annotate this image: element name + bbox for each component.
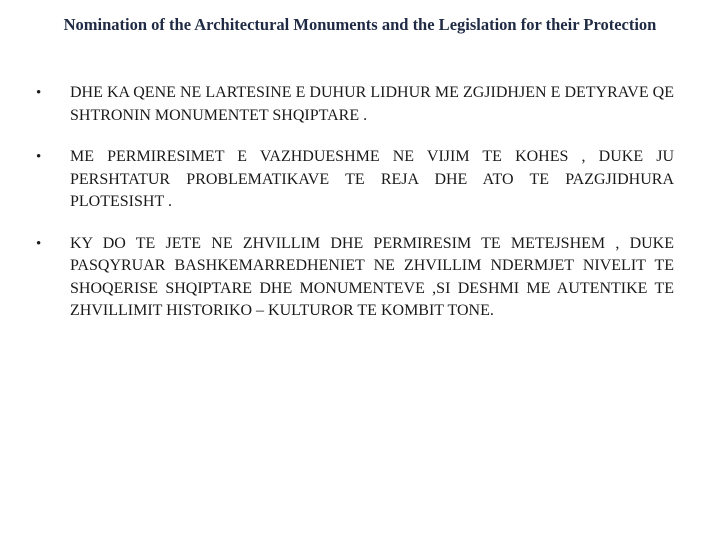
bullet-item-2 <box>36 146 674 214</box>
bullet-list <box>36 82 674 342</box>
bullet-icon: • <box>36 85 42 101</box>
bullet-item-3 <box>36 233 674 323</box>
bullet-text-2: ME PERMIRESIMET E VAZHDUESHME NE VIJIM TE KOHES , DUKE JU PERSHTATUR PROBLEMATIKAVE TE REJA DHE ATO TE PAZGJIDHURA PLOTESISHT . <box>70 148 674 210</box>
bullet-text-3: KY DO TE JETE NE ZHVILLIM DHE PERMIRESIM TE METEJSHEM , DUKE PASQYRUAR BASHKEMARREDHENIET NE ZHVILLIM NDERMJET NIVELIT TE SHOQERISE SHQIPTARE DHE MONUMENTEVE ,SI DESHMI ME AUTENTIKE TE ZHVILLIMIT HISTORIKO – KULTUROR TE KOMBIT TONE. <box>70 234 674 319</box>
bullet-item-1 <box>36 82 674 127</box>
bullet-icon: • <box>36 235 42 252</box>
bullet-icon: • <box>36 149 42 165</box>
slide-title: Nomination of the Architectural Monuments and the Legislation for their Protection <box>63 15 657 34</box>
bullet-text-1: DHE KA QENE NE LARTESINE E DUHUR LIDHUR ME ZGJIDHJEN E DETYRAVE QE SHTRONIN MONUMENTET SHQIPTARE . <box>70 84 674 124</box>
